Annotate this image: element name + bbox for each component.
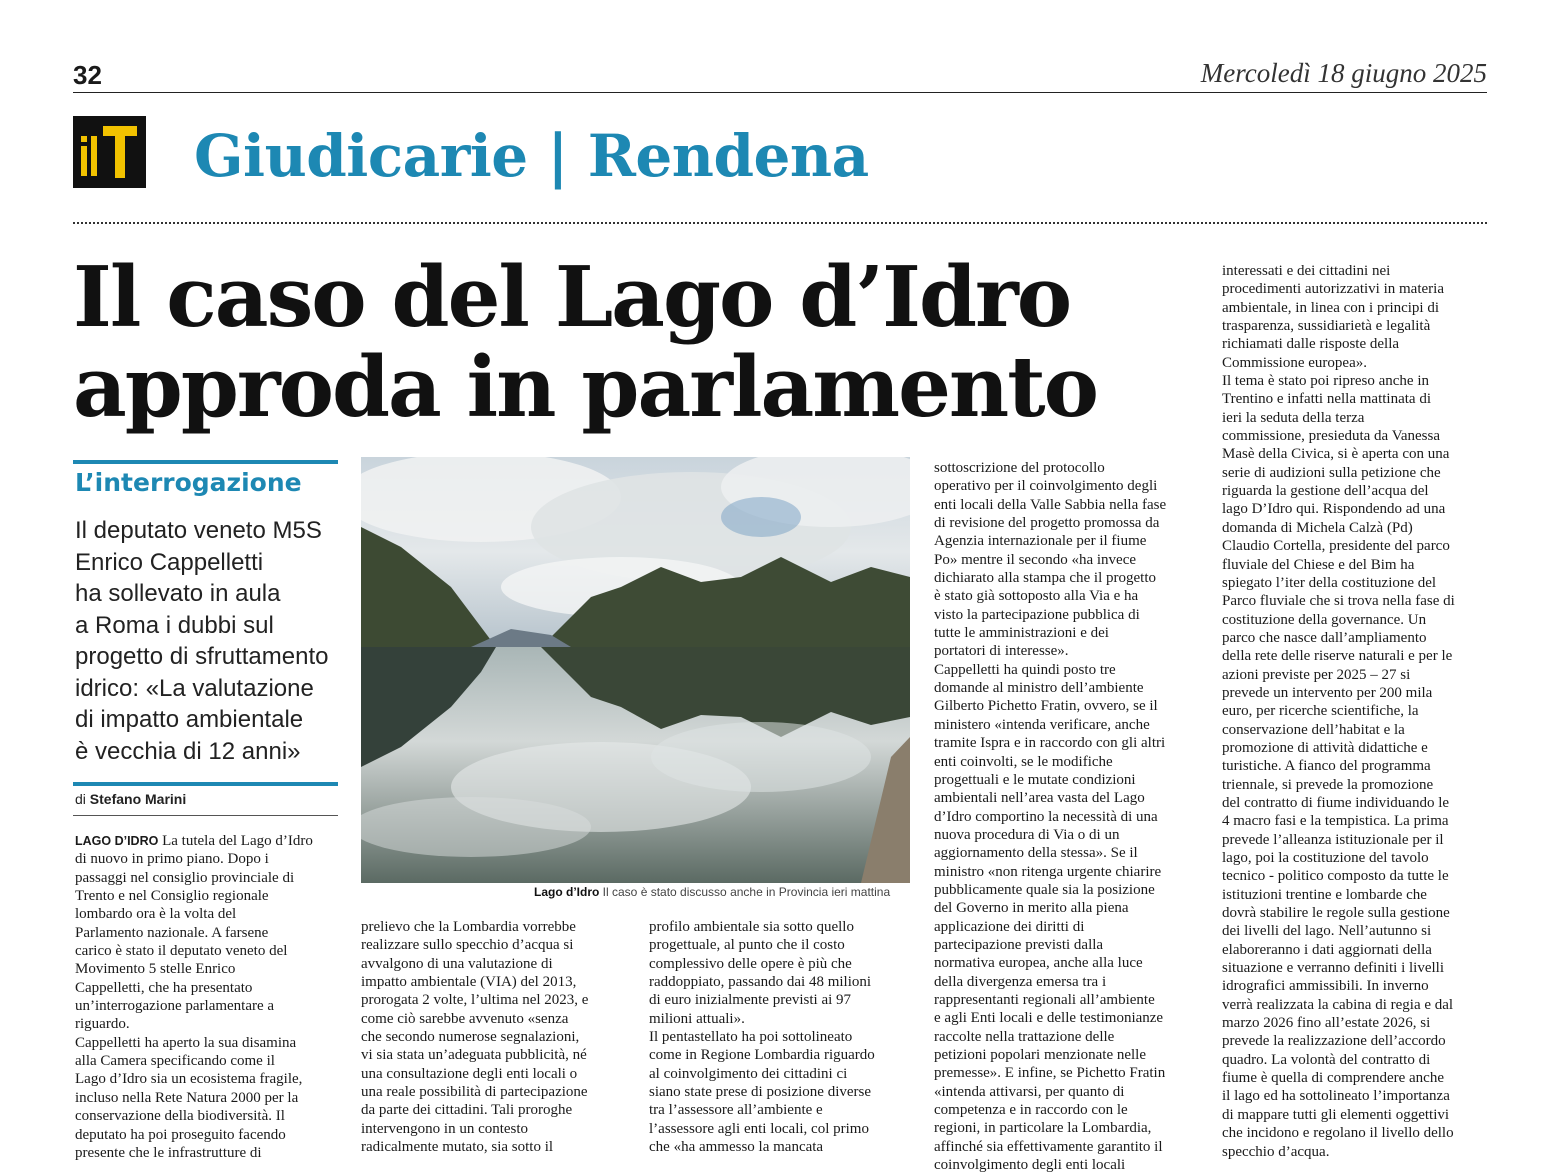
article-text-line: interessati e dei cittadini nei [1222, 263, 1391, 279]
summary-line: Il deputato veneto M5S [75, 517, 322, 544]
article-text-line: regioni, in particolare la Lombardia, [934, 1120, 1152, 1137]
article-text-line: enti locali della Valle Sabbia nella fase [934, 496, 1167, 513]
article-text-line: della rete delle riserve naturali e per le [1222, 648, 1453, 665]
photo-caption [534, 885, 914, 899]
article-text-line: LAGO D’IDRO La tutela del Lago d’Idro [75, 833, 313, 849]
article-text-line: che incidono e regolano il livello dello [1222, 1125, 1454, 1142]
summary-line: di impatto ambientale [75, 706, 304, 733]
article-text-line: prevede la realizzazione dell’accordo [1222, 1033, 1446, 1050]
article-text-line: normativa europea, anche alla luce [934, 955, 1143, 972]
summary-line: idrico: «La valutazione [75, 674, 314, 702]
article-text-line: Lago d’Idro sia un ecosistema fragile, [75, 1071, 303, 1088]
article-text-line: lago D’Idro qui. Rispondendo ad una [1222, 501, 1446, 518]
article-text-line: operativo per il coinvolgimento degli [934, 478, 1158, 495]
headline [73, 248, 1203, 436]
article-text-line: progettuale, al punto che il costo [649, 937, 845, 954]
author-bar [73, 782, 338, 786]
article-text-line: elaboreranno i dati aggiornati della [1222, 941, 1432, 958]
article-text-line: prorogata 2 volte, l’ultima nel 2023, e [361, 992, 589, 1009]
article-text-line: enti coinvolti, se le modifiche [934, 753, 1113, 770]
article-text-line: avvalgono di una valutazione di [361, 955, 553, 972]
article-text-line: idrografici ammissibili. In inverno [1222, 978, 1429, 995]
article-text-line: rappresentanti regionali all’ambiente [934, 991, 1155, 1008]
article-text-line: tutte le amministrazioni e dei [934, 625, 1109, 642]
logo-icon [73, 116, 146, 188]
article-column-1 [75, 832, 337, 1162]
article-text-line: richiamati dalle risposte della [1222, 336, 1400, 353]
article-text-line: Masè della Civica, si è aperta con una [1222, 446, 1450, 463]
article-text-line: una consultazione degli enti locali o [361, 1065, 578, 1082]
article-text-line: tramite Ispra e in raccordo con gli altri [934, 735, 1166, 752]
article-text-line: prevede un intervento per 200 mila [1222, 684, 1433, 701]
article-text-line: aggiornamento della stessa». Se il [934, 845, 1138, 862]
article-text-line: sottoscrizione del protocollo [934, 460, 1105, 476]
article-text-line: di revisione del progetto promossa da [934, 515, 1160, 532]
article-text-line: progettuali e le mutate condizioni [934, 771, 1136, 788]
article-text-line: l’assessore agli enti locali, col primo [649, 1120, 869, 1137]
article-text-line: situazione e verranno definiti i livelli [1222, 960, 1445, 977]
article-text-line: coinvolgimento degli enti locali [934, 1157, 1126, 1174]
article-text-line: di mappare tutti gli elementi oggettivi [1222, 1106, 1450, 1123]
article-text-line: lombardo ora è la volta del [75, 906, 237, 923]
header-rule [73, 92, 1487, 93]
article-text-line: ieri la seduta della terza [1222, 409, 1365, 426]
article-text-line: Parlamento nazionale. A farsene [75, 924, 269, 941]
article-text-line: di nuovo in primo piano. Dopo i [75, 851, 269, 868]
article-text-line: impatto ambientale (VIA) del 2013, [361, 974, 577, 991]
article-text-line: trasparenza, sussidiarietà e legalità [1222, 318, 1431, 335]
article-text-line: della divergenza emersa tra i [934, 973, 1107, 990]
summary-line: a Roma i dubbi sul [75, 611, 274, 639]
article-text-line: verrà realizzata la cabina di regia e dal [1222, 996, 1454, 1013]
article-text-line: procedimenti autorizzativi in materia [1222, 281, 1444, 298]
article-text-line: Po» mentre il secondo «ha invece [934, 551, 1137, 568]
newspaper-logo [73, 116, 146, 188]
article-text-line: carico è stato il deputato veneto del [75, 943, 288, 960]
article-text-line: conservazione della biodiversità. Il [75, 1108, 285, 1125]
article-text-line: domande al ministro dell’ambiente [934, 680, 1144, 697]
kicker-bar [73, 460, 338, 464]
article-text-line: siano state prese di posizione diverse [649, 1084, 872, 1101]
article-text-line: Il pentastellato ha poi sottolineato [649, 1029, 853, 1046]
article-text-line: tecnico - politico composto da tutte le [1222, 868, 1449, 885]
article-text-line: pubblicamente quale sia la posizione [934, 881, 1155, 898]
article-text-line: lago, poi la costituzione del tavolo [1222, 850, 1429, 866]
article-text-line: un’interrogazione parlamentare a [75, 998, 275, 1015]
article-text-line: Parco fluviale che si trova nella fase di [1222, 593, 1455, 610]
article-text-line: Agenzia internazionale per il fiume [934, 533, 1147, 550]
article-text-line: Trentino e infatti nella mattinata di [1222, 391, 1431, 408]
issue-date: Mercoledì 18 giugno 2025 [1200, 58, 1487, 88]
article-text-line: quadro. La volontà del contratto di [1222, 1051, 1431, 1068]
article-text-line: riguardo. [75, 1016, 130, 1033]
article-text-line: spiegato l’iter della costituzione del [1222, 574, 1437, 591]
dateline: LAGO D’IDRO [75, 834, 159, 848]
article-text-line: Trento e nel Consiglio regionale [75, 888, 269, 905]
article-text-line: prevede l’alleanza istituzionale per il [1222, 831, 1444, 848]
article-text-line: dichiarato alla stampa che il progetto [934, 570, 1156, 587]
article-text-line: fiume è quella di comprendere anche [1222, 1070, 1444, 1087]
article-text-line: raddoppiato, passando dai 48 milioni [649, 974, 872, 991]
article-text-line: radicalmente mutato, sia sotto il [361, 1139, 554, 1156]
article-text-line: commissione, presieduta da Vanessa [1222, 428, 1441, 445]
page-number: 32 [73, 60, 102, 90]
article-text-line: applicazione dei diritti di [934, 918, 1085, 935]
article-text-line: è stato già sottoposto alla Via e ha [934, 588, 1139, 605]
article-text-line: milioni attuali». [649, 1010, 745, 1027]
article-text-line: Gilberto Pichetto Fratin, ovvero, se il [934, 698, 1158, 715]
byline [75, 791, 186, 807]
section-title: Giudicarie | Rendena [194, 122, 869, 190]
article-text-line: conservazione dell’habitat e la [1222, 721, 1405, 738]
article-text-line: raccolte nella trattazione delle [934, 1028, 1115, 1045]
article-text-line: Cappelletti ha aperto la sua disamina [75, 1034, 297, 1051]
summary-line: ha sollevato in aula [75, 580, 281, 607]
article-text-line: dovrà stabilire le regole sulla gestione [1222, 905, 1450, 922]
article-text-line: premesse». E infine, se Pichetto Fratin [934, 1065, 1166, 1082]
article-text-line: Cappelletti ha quindi posto tre [934, 661, 1116, 678]
article-text-line: ministero «intenda verificare, anche [934, 716, 1150, 733]
article-text-line: partecipazione previsti dalla [934, 936, 1104, 953]
article-text-line: ambientali nell’area vasta del Lago [934, 790, 1145, 807]
caption-title: Lago d’Idro [534, 885, 600, 899]
article-text-line: 4 macro fasi e la tempistica. La prima [1222, 813, 1449, 830]
article-text-line: profilo ambientale sia sotto quello [649, 919, 854, 935]
summary-line: Enrico Cappelletti [75, 548, 264, 576]
article-text-line: euro, per ricerche scientifiche, la [1222, 703, 1419, 720]
article-text-line: tra l’assessore all’ambiente e [649, 1102, 823, 1119]
article-text-line: passaggi nel consiglio provinciale di [75, 869, 295, 886]
article-text-line: d’Idro comportino la necessità di una [934, 808, 1158, 825]
article-text-line: ministro «non ritenga urgente chiarire [934, 863, 1162, 880]
article-text-line: turistiche. A fianco del programma [1222, 758, 1431, 775]
article-text-line: da parte dei cittadini. Tali proroghe [361, 1102, 573, 1119]
article-text-line: prelievo che la Lombardia vorrebbe [361, 919, 576, 935]
article-text-line: promozione di attività didattiche e [1222, 739, 1428, 756]
article-text-line: affinché sia effettivamente garantito il [934, 1138, 1163, 1155]
article-text-line: realizzare sullo specchio d’acqua si [361, 937, 574, 954]
article-text-line: deputato ha poi proseguito facendo [75, 1126, 286, 1143]
headline-line: approda in parlamento [73, 338, 1097, 436]
article-text-line: complessivo delle opere è più che [649, 955, 852, 972]
article-text-line: «intenda attivarsi, per quanto di [934, 1083, 1125, 1100]
article-column-3 [649, 918, 911, 1156]
lake-photo [361, 457, 910, 883]
article-text-line: vi sia stata un’adeguata pubblicità, né [361, 1047, 587, 1064]
author-name: Stefano Marini [89, 791, 187, 807]
article-text-line: Claudio Cortella, presidente del parco [1222, 538, 1450, 555]
article-text-line: presente che le infrastrutture di [75, 1144, 262, 1161]
article-text-line: che «ha ammesso la mancata [649, 1139, 824, 1156]
article-text-line: del Governo in merito alla piena [934, 900, 1129, 917]
article-text-line: azioni previste per 2025 – 27 si [1222, 666, 1411, 683]
article-column-5 [1222, 262, 1488, 1161]
article-text-line: che secondo numerose segnalazioni, [361, 1029, 580, 1046]
byline-rule [73, 815, 338, 816]
article-column-2 [361, 918, 626, 1156]
article-text-line: portatori di interesse». [934, 643, 1069, 660]
article-text-line: domanda di Michela Calzà (Pd) [1222, 519, 1413, 536]
article-text-line: di euro inizialmente previsti ai 97 [649, 992, 852, 1009]
section-divider [73, 222, 1487, 224]
article-text-line: e agli Enti locali e delle testimonianze [934, 1010, 1164, 1027]
article-text-line: al coinvolgimento dei cittadini ci [649, 1065, 848, 1082]
article-text-line: nuova procedura di Via o di un [934, 826, 1120, 843]
article-text-line: del contratto di fiume individuando le [1222, 794, 1450, 811]
article-text-line: il lago ed ha sottolineato l’importanza [1222, 1088, 1450, 1105]
article-text-line: marzo 2026 fino all’estate 2026, si [1222, 1015, 1431, 1032]
kicker: L’interrogazione [75, 468, 302, 497]
article-text-line: una reale possibilità di partecipazione [361, 1084, 588, 1101]
article-column-4 [934, 459, 1199, 1174]
article-text-line: Il tema è stato poi ripreso anche in [1222, 373, 1430, 390]
article-text-line: fluviale del Chiese e del Bim ha [1222, 556, 1415, 573]
article-text-line: ambientale, in linea con i principi di [1222, 299, 1440, 316]
summary-line: è vecchia di 12 anni» [75, 737, 301, 765]
article-text-line: riguarda la gestione dell’acqua del [1222, 483, 1429, 500]
article-text-line: Commissione europea». [1222, 354, 1367, 371]
summary [75, 515, 350, 767]
article-text-line: come ciò sarebbe avvenuto «senza [361, 1010, 569, 1027]
article-text-line: parco che nasce dall’ampliamento [1222, 629, 1427, 646]
article-text-line: incluso nella Rete Natura 2000 per la [75, 1089, 299, 1106]
article-text-line: costituzione della governance. Un [1222, 611, 1427, 628]
byline-prefix: di [75, 791, 86, 807]
lake-landscape-image [361, 457, 910, 883]
article-text-line: visto la partecipazione pubblica di [934, 606, 1140, 623]
article-text-line: Cappelletti, che ha presentato [75, 979, 253, 996]
article-text-line: specchio d’acqua. [1222, 1143, 1330, 1160]
summary-line: progetto di sfruttamento [75, 643, 329, 670]
headline-line: Il caso del Lago d’Idro [73, 248, 1071, 346]
article-text-line: come in Regione Lombardia riguardo [649, 1047, 875, 1064]
article-text-line: intervengono in un contesto [361, 1120, 529, 1137]
article-text-line: petizioni popolari menzionate nelle [934, 1047, 1147, 1063]
article-text-line: alla Camera specificando come il [75, 1053, 275, 1070]
article-text-line: serie di audizioni sulla petizione che [1222, 464, 1441, 481]
article-text-line: Movimento 5 stelle Enrico [75, 961, 236, 978]
article-text-line: competenza e in raccordo con le [934, 1102, 1128, 1119]
article-text-line: dei livelli del lago. Nell’autunno si [1222, 923, 1432, 940]
article-text-line: triennale, si prevede la promozione [1222, 776, 1434, 793]
article-text-line: istituzioni trentine e lombarde che [1222, 886, 1427, 903]
caption-text: Il caso è stato discusso anche in Provincia ieri mattina [602, 885, 891, 899]
